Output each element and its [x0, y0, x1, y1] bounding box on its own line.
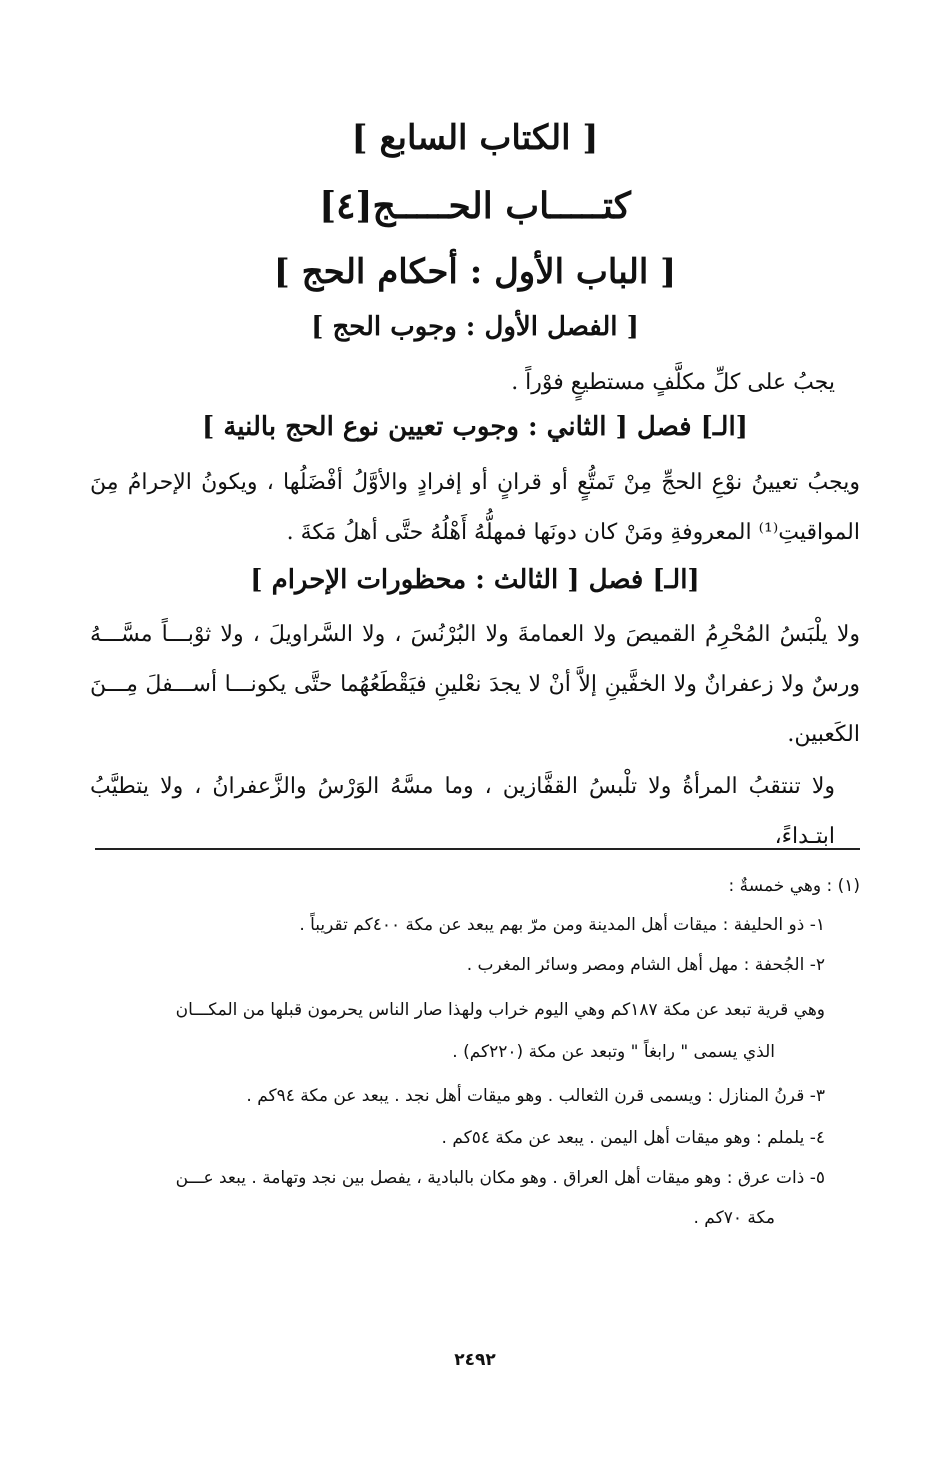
footnote-item-3: ٣- قرنُ المنازل : ويسمى قرن الثعالب . وهو ميقات أهل نجد . يبعد عن مكة ٩٤كم . — [246, 1086, 825, 1106]
footnote-item-2-detail-cont: الذي يسمى " رابغاً " وتبعد عن مكة (٢٢٠كم) . — [452, 1042, 775, 1062]
section-heading-1: [ الفصل الأول : وجوب الحج ] — [311, 312, 639, 342]
section-heading-2: [الـ] فصل [ الثاني : وجوب تعيين نوع الحج بالنية ] — [202, 412, 748, 442]
chapter-heading: [ الباب الأول : أحكام الحج ] — [273, 252, 677, 292]
footnote-item-2-detail: وهي قرية تبعد عن مكة ١٨٧كم وهي اليوم خراب ولهذا صار الناس يحرمون قبلها من المكـــان — [175, 1000, 825, 1020]
section-heading-3: [الـ] فصل [ الثالث : محظورات الإحرام ] — [250, 565, 700, 595]
page-number: ٢٤٩٢ — [454, 1350, 496, 1370]
footnote-item-4: ٤- يلملم : وهو ميقات أهل اليمن . يبعد عن مكة ٥٤كم . — [441, 1128, 825, 1148]
footnote-item-5: ٥- ذات عرق : وهو ميقات أهل العراق . وهو مكان بالبادية ، يفصل بين نجد وتهامة . يبعد عـــن — [175, 1168, 825, 1188]
book-heading: [ الكتاب السابع ] — [351, 118, 599, 158]
footnote-item-5-cont: مكة ٧٠كم . — [693, 1208, 775, 1228]
paragraph-1: يجبُ على كلِّ مكلَّفٍ مستطيعٍ فوْراً . — [511, 370, 835, 395]
paragraph-3: ولا يلْبَسُ المُحْرِمُ القميصَ ولا العمامةَ ولا البُرْنُسَ ، ولا السَّراويلَ ، ولا ثوْبـــاً مسَّـــهُ ورسٌ ولا زعفرانٌ ولا الخفَّينِ إلاَّ أنْ لا يجدَ نعْلينِ فيَقْطَعُهُما حتَّى يكونـــا أســـفلَ مِـــنَ الكَعبين. — [90, 622, 860, 747]
paragraph-4: ولا تنتقبُ المرأةُ ولا تلْبسُ القفَّازين ، وما مسَّهُ الوَرْسُ والزَّعفرانُ ، ولا يتطيَّبُ ابتـداءً، — [90, 774, 835, 849]
paragraph-2: ويجبُ تعيينُ نوْعِ الحجِّ مِنْ تَمتُّعٍ أو قرانٍ أو إفرادٍ والأوَّلُ أفْضَلُها ، ويكونُ الإحرامُ مِنَ المواقيتِ⁽¹⁾ المعروفةِ ومَنْ كان دونَها فمهلُّهُ أَهْلُهُ حتَّى أهلُ مَكةَ . — [90, 470, 860, 545]
footnote-item-1: ١- ذو الحليفة : ميقات أهل المدينة ومن مرّ بهم يبعد عن مكة ٤٠٠كم تقريباً . — [299, 915, 825, 935]
book-title: كتـــــاب الحـــــج[٤] — [319, 185, 631, 227]
footnote-heading: (١) : وهي خمسةٌ : — [728, 876, 860, 896]
footnote-item-2: ٢- الجُحفة : مهل أهل الشام ومصر وسائر المغرب . — [466, 955, 825, 975]
footnote-divider — [95, 848, 860, 850]
